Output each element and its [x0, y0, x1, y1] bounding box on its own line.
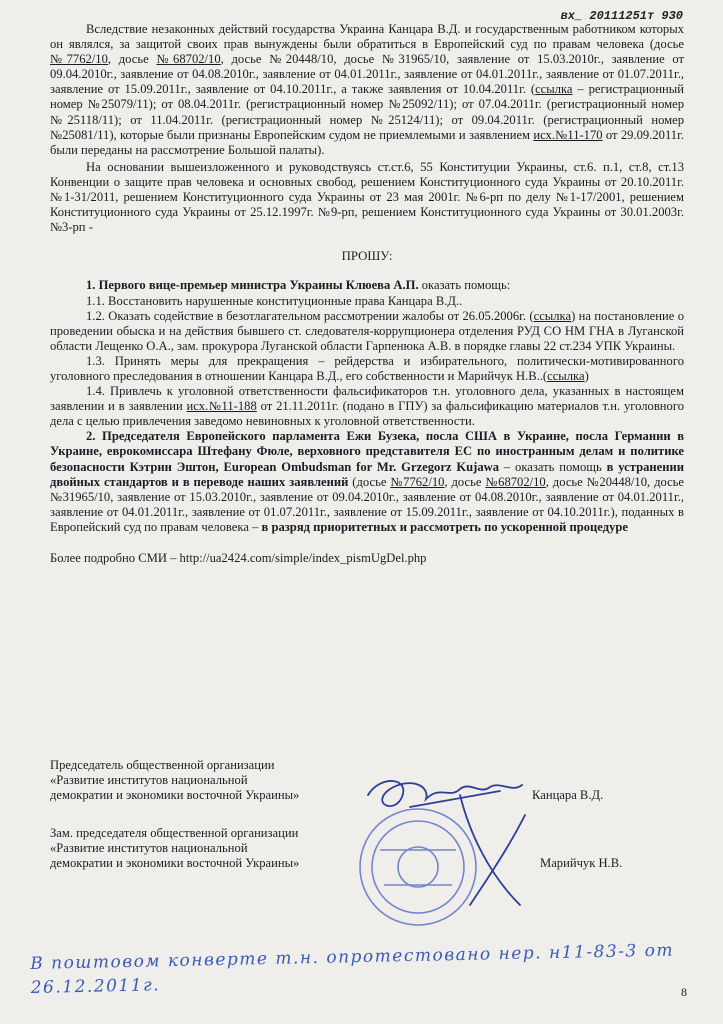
media-link-line[interactable]: Более подробно СМИ – http://ua2424.com/simple/index_pismUgDel.php — [50, 551, 427, 565]
section-1-addressee: 1. Первого вице-премьер министра Украины Клюева А.П. — [86, 278, 419, 293]
org-line: демократии и экономики восточной Украины» — [50, 856, 300, 870]
signatory-2-title — [50, 826, 299, 871]
reference-link[interactable]: ссылка — [533, 308, 572, 323]
letter-body — [50, 22, 684, 566]
text-run: , досье №20448/10, досье №31965/10, заявление от 15.03.2010г., заявление от 09.04.2010г., заявление от 04.08.2010г., заявление от 04.01.2011г., заявление от 04.01.2011г., заявление от 01.07.2011г., заявление от 15.09.2011г., заявление от 04.10.2011г., а также заявления от 10.04.2011г. ( — [50, 52, 685, 97]
paragraph-legal-basis: На основании вышеизложенного и руководствуясь ст.ст.6, 55 Конституции Украины, ст.6. п.1, ст.8, ст.13 Конвенции о защите прав человека и основных свобод, решением Конституционного суда Украины от 20.10.2011г. №1-31/2011, решением Конституционного суда Украины от 23 мая 2001г. №6-рп по делу №1-17/2001, решением Конституционного суда Украины от 25.12.1997г. №9-рп, решением Конституционного суда Украины от 30.01.2003г. №3-рп - — [50, 159, 684, 235]
page-number: 8 — [681, 985, 687, 999]
text-run: 1.2. Оказать содействие в безотлагательном рассмотрении жалобы от 26.05.2006г. ( — [86, 308, 534, 323]
text-run: Вследствие незаконных действий государства Украина Канцара В.Д. и государственным работником которых он являлся, за защитой своих прав вынуждены были обратиться в Европейский суд по правам человека (досье — [50, 22, 684, 52]
section-2-addressees: 2. Председателя Европейского парламента Ежи Бузека, посла США в Украине, посла Германии в Украине, еврокомиссара Штефану Фюле, верховного представителя ЕС по иностранным делам и политике безопасности Кэтрин Эштон, European Ombudsman for Mr. Grzegorz Kujawa — [50, 429, 684, 474]
item-1-1: 1.1. Восстановить нарушенные конституционные права Канцара В.Д.. — [86, 293, 463, 308]
request-heading: ПРОШУ: — [341, 249, 393, 264]
bold-run: в разряд приоритетных и рассмотреть по ускоренной процедуре — [261, 519, 628, 534]
text-run: – оказать помощь — [499, 459, 607, 474]
incoming-registration-stamp: вх_ 20111251т 930 — [560, 9, 683, 23]
dossier-link-68702[interactable]: №68702/10 — [156, 52, 221, 67]
outgoing-ref-link-11-170[interactable]: исх.№11-170 — [533, 127, 603, 142]
text-run: от 21.11.2011г. (подано в ГПУ) за фальсификацию материалов т.н. уголовного дела с целью привлечения заведомо невиновных к уголовной ответственности. — [50, 399, 684, 429]
section-2 — [50, 429, 684, 535]
bold-run: в устранении двойных стандартов и в переводе наших заявлений — [50, 459, 684, 489]
text-run: (досье — [348, 474, 391, 489]
org-line: «Развитие институтов национальной — [50, 841, 248, 855]
reference-link[interactable]: ссылка — [547, 368, 585, 383]
handwritten-note: В поштовом конверте т.н. опротестовано нер. н11-83-3 от 26.12.2011г. — [30, 940, 675, 998]
text-run: 1.3. Принять меры для прекращения – рейдерства и избирательного, политически-мотивированного уголовного преследования в отношении Канцара В.Д., его собственности и Марийчук Н.В..( — [50, 353, 684, 383]
signatory-1-title — [50, 758, 299, 803]
item-1-4 — [50, 384, 684, 429]
text-run: , досье — [107, 52, 157, 67]
dossier-link-7762[interactable]: №7762/10 — [390, 474, 445, 489]
organization-seal-icon — [360, 809, 476, 925]
section-1-title — [50, 278, 684, 293]
text-run: 1.4. Привлечь к уголовной ответственности фальсификаторов т.н. уголовного дела, указанных в настоящем заявлении и в заявлении — [50, 384, 684, 414]
text-run: , досье — [444, 474, 486, 489]
reference-link[interactable]: ссылка — [535, 82, 573, 97]
seal-and-signature — [350, 755, 580, 935]
dossier-link-68702[interactable]: №68702/10 — [485, 474, 546, 489]
text-run: ) — [584, 368, 589, 383]
text-run: ) на постановление о проведении обыска и на действия бывшего ст. следователя-коррупционера отделения РУД СО НМ ГНА в Луганской области Лещенко О.А., зам. прокурора Луганской области Гарпенюка А.В. в порядке главы 22 ст.234 УПК Украины. — [50, 308, 684, 353]
text-run: от 29.09.2011г. были переданы на рассмотрение Большой палаты). — [50, 127, 684, 157]
org-line: «Развитие институтов национальной — [50, 773, 248, 787]
text-run: – регистрационный номер №25079/11); от 08.04.2011г. (регистрационный номер №25092/11); от 07.04.2011г. (регистрационный номер №25118/11); от 11.04.2011г. (регистрационный номер №25124/11); от 09.04.2011г. (регистрационный номер №25081/11), которые были признаны Европейским судом не приемлемыми и заявлением — [50, 82, 685, 142]
org-line: демократии и экономики восточной Украины» — [50, 788, 300, 802]
text-run: оказать помощь: — [418, 278, 511, 293]
signatory-2-name: Марийчук Н.В. — [540, 856, 623, 870]
item-1-2 — [50, 309, 684, 354]
item-1-3 — [50, 354, 684, 384]
org-line: Председатель общественной организации — [50, 758, 275, 772]
handwritten-signature-icon — [368, 781, 525, 905]
paragraph-background — [50, 22, 684, 158]
dossier-link-7762[interactable]: №7762/10 — [50, 52, 108, 67]
outgoing-ref-link-11-188[interactable]: исх.№11-188 — [186, 399, 257, 414]
text-run: , досье №20448/10, досье №31965/10, заявление от 15.03.2010г., заявление от 09.04.2010г., заявление от 04.08.2010г., заявление от 04.01.2011г., заявление от 04.01.2011г., заявление от 01.07.2011г., заявление от 15.09.2011г., заявление от 04.10.2011г.), поданных в Европейский суд по правам человека – — [50, 474, 685, 534]
org-line: Зам. председателя общественной организации — [50, 826, 299, 840]
signatory-1-name: Канцара В.Д. — [532, 788, 604, 802]
